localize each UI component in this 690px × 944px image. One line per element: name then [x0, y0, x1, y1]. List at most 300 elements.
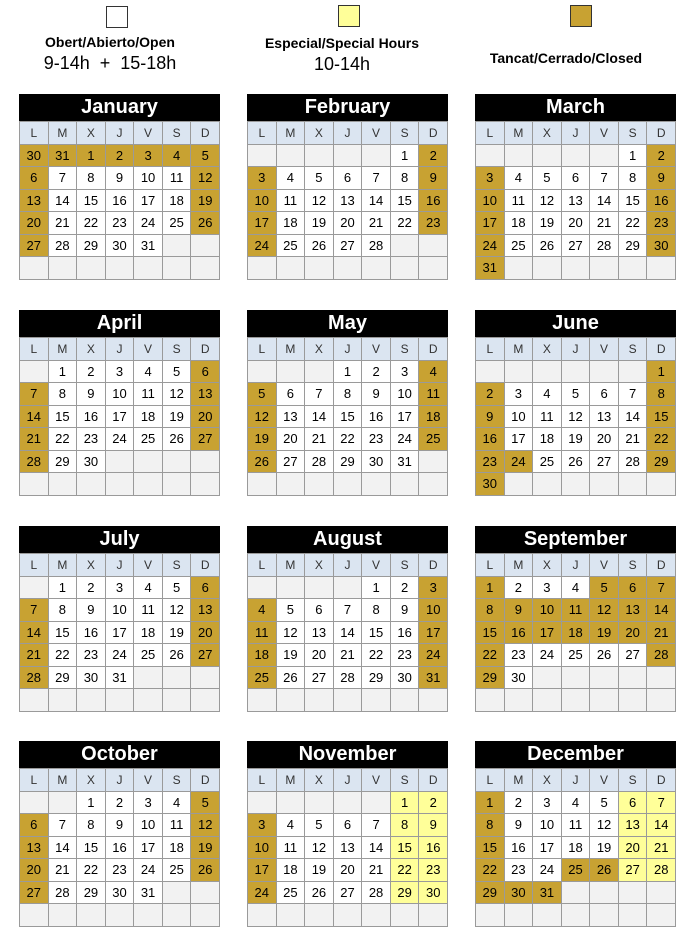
empty-day-cell: [562, 689, 591, 712]
day-cell: 20: [305, 644, 334, 667]
day-cell: 15: [334, 406, 363, 429]
day-cell: 4: [419, 361, 448, 384]
empty-day-cell: [277, 361, 306, 384]
day-cell: 4: [277, 167, 306, 190]
day-cell: 7: [647, 792, 676, 815]
day-cell: 18: [562, 622, 591, 645]
day-cell: 26: [590, 859, 619, 882]
day-cell: 9: [505, 599, 534, 622]
weekday-header: X: [305, 769, 334, 792]
day-cell: 10: [476, 190, 505, 213]
day-cell: 18: [277, 859, 306, 882]
day-cell: 21: [590, 212, 619, 235]
empty-day-cell: [590, 473, 619, 496]
day-cell: 4: [562, 792, 591, 815]
weekday-header: L: [20, 122, 49, 145]
day-cell: 26: [248, 451, 277, 474]
day-cell: 29: [647, 451, 676, 474]
day-cell: 12: [533, 190, 562, 213]
empty-day-cell: [619, 667, 648, 690]
empty-day-cell: [334, 792, 363, 815]
day-cell: 12: [590, 599, 619, 622]
day-cell: 11: [163, 814, 192, 837]
day-cell: 27: [277, 451, 306, 474]
empty-day-cell: [562, 145, 591, 168]
day-cell: 8: [391, 814, 420, 837]
day-cell: 26: [191, 212, 220, 235]
day-cell: 9: [77, 599, 106, 622]
day-cell: 1: [391, 792, 420, 815]
day-cell: 19: [191, 190, 220, 213]
empty-day-cell: [20, 904, 49, 927]
weekday-header: D: [647, 338, 676, 361]
day-cell: 20: [562, 212, 591, 235]
day-cell: 1: [77, 145, 106, 168]
empty-day-cell: [305, 792, 334, 815]
empty-day-cell: [505, 689, 534, 712]
day-cell: 10: [106, 599, 135, 622]
weekday-header: X: [533, 122, 562, 145]
day-cell: 16: [77, 622, 106, 645]
day-cell: 30: [106, 235, 135, 258]
month-grid: [247, 337, 448, 496]
day-cell: 30: [106, 882, 135, 905]
weekday-header: J: [106, 554, 135, 577]
day-cell: 21: [647, 622, 676, 645]
weekday-header: V: [134, 769, 163, 792]
empty-day-cell: [248, 904, 277, 927]
day-cell: 12: [191, 167, 220, 190]
empty-day-cell: [191, 689, 220, 712]
empty-day-cell: [533, 145, 562, 168]
day-cell: 31: [476, 257, 505, 280]
empty-day-cell: [49, 792, 78, 815]
empty-day-cell: [163, 689, 192, 712]
empty-day-cell: [334, 904, 363, 927]
day-cell: 5: [305, 167, 334, 190]
empty-day-cell: [562, 473, 591, 496]
day-cell: 23: [419, 212, 448, 235]
day-cell: 28: [305, 451, 334, 474]
day-cell: 26: [305, 882, 334, 905]
day-cell: 11: [277, 190, 306, 213]
day-cell: 3: [476, 167, 505, 190]
day-cell: 11: [134, 599, 163, 622]
empty-day-cell: [505, 361, 534, 384]
weekday-header: S: [619, 122, 648, 145]
day-cell: 8: [476, 814, 505, 837]
day-cell: 16: [476, 428, 505, 451]
empty-day-cell: [20, 689, 49, 712]
empty-day-cell: [590, 882, 619, 905]
day-cell: 16: [362, 406, 391, 429]
day-cell: 15: [476, 622, 505, 645]
day-cell: 9: [647, 167, 676, 190]
weekday-header: J: [334, 122, 363, 145]
day-cell: 16: [106, 190, 135, 213]
empty-day-cell: [163, 235, 192, 258]
empty-day-cell: [134, 667, 163, 690]
day-cell: 12: [248, 406, 277, 429]
day-cell: 29: [334, 451, 363, 474]
day-cell: 7: [334, 599, 363, 622]
day-cell: 5: [305, 814, 334, 837]
day-cell: 14: [334, 622, 363, 645]
day-cell: 9: [106, 167, 135, 190]
month-grid: [475, 768, 676, 927]
empty-day-cell: [277, 904, 306, 927]
weekday-header: V: [590, 769, 619, 792]
month-september: [475, 526, 676, 712]
day-cell: 26: [562, 451, 591, 474]
day-cell: 24: [391, 428, 420, 451]
empty-day-cell: [334, 257, 363, 280]
day-cell: 29: [49, 667, 78, 690]
day-cell: 3: [505, 383, 534, 406]
day-cell: 5: [163, 577, 192, 600]
month-title: October: [19, 741, 220, 768]
empty-day-cell: [533, 689, 562, 712]
legend-special: [242, 35, 442, 75]
day-cell: 8: [362, 599, 391, 622]
day-cell: 14: [362, 837, 391, 860]
day-cell: 25: [562, 644, 591, 667]
day-cell: 14: [590, 190, 619, 213]
day-cell: 19: [590, 622, 619, 645]
empty-day-cell: [20, 792, 49, 815]
day-cell: 6: [191, 361, 220, 384]
day-cell: 23: [505, 644, 534, 667]
day-cell: 27: [191, 644, 220, 667]
month-title: February: [247, 94, 448, 121]
weekday-header: M: [49, 554, 78, 577]
day-cell: 29: [77, 882, 106, 905]
day-cell: 10: [505, 406, 534, 429]
day-cell: 8: [647, 383, 676, 406]
day-cell: 4: [533, 383, 562, 406]
day-cell: 25: [505, 235, 534, 258]
day-cell: 16: [419, 190, 448, 213]
day-cell: 4: [562, 577, 591, 600]
empty-day-cell: [562, 257, 591, 280]
day-cell: 27: [191, 428, 220, 451]
weekday-header: X: [77, 122, 106, 145]
weekday-header: D: [419, 122, 448, 145]
day-cell: 30: [77, 451, 106, 474]
day-cell: 2: [391, 577, 420, 600]
day-cell: 30: [505, 882, 534, 905]
empty-day-cell: [419, 257, 448, 280]
day-cell: 19: [533, 212, 562, 235]
weekday-header: S: [163, 769, 192, 792]
day-cell: 20: [619, 837, 648, 860]
day-cell: 17: [533, 837, 562, 860]
day-cell: 23: [391, 644, 420, 667]
empty-day-cell: [647, 667, 676, 690]
day-cell: 28: [334, 667, 363, 690]
month-title: April: [19, 310, 220, 337]
empty-day-cell: [619, 904, 648, 927]
empty-day-cell: [334, 473, 363, 496]
day-cell: 9: [362, 383, 391, 406]
empty-day-cell: [191, 667, 220, 690]
day-cell: 14: [647, 814, 676, 837]
day-cell: 18: [562, 837, 591, 860]
day-cell: 17: [134, 190, 163, 213]
day-cell: 22: [49, 428, 78, 451]
day-cell: 16: [505, 837, 534, 860]
weekday-header: J: [562, 769, 591, 792]
weekday-header: M: [505, 554, 534, 577]
day-cell: 8: [49, 599, 78, 622]
day-cell: 13: [277, 406, 306, 429]
day-cell: 22: [391, 859, 420, 882]
day-cell: 15: [391, 190, 420, 213]
weekday-header: S: [619, 338, 648, 361]
day-cell: 3: [419, 577, 448, 600]
day-cell: 16: [647, 190, 676, 213]
day-cell: 13: [619, 599, 648, 622]
day-cell: 10: [248, 837, 277, 860]
day-cell: 24: [134, 859, 163, 882]
legend-swatch-closed: [570, 5, 592, 27]
empty-day-cell: [391, 235, 420, 258]
weekday-header: L: [476, 338, 505, 361]
day-cell: 26: [533, 235, 562, 258]
day-cell: 28: [49, 235, 78, 258]
month-grid: [247, 121, 448, 280]
day-cell: 10: [391, 383, 420, 406]
day-cell: 27: [619, 644, 648, 667]
day-cell: 23: [362, 428, 391, 451]
day-cell: 10: [419, 599, 448, 622]
weekday-header: L: [476, 769, 505, 792]
weekday-header: S: [391, 338, 420, 361]
day-cell: 5: [277, 599, 306, 622]
empty-day-cell: [334, 577, 363, 600]
day-cell: 24: [106, 644, 135, 667]
day-cell: 24: [533, 644, 562, 667]
empty-day-cell: [191, 882, 220, 905]
weekday-header: S: [163, 122, 192, 145]
empty-day-cell: [248, 689, 277, 712]
day-cell: 13: [20, 190, 49, 213]
day-cell: 8: [619, 167, 648, 190]
day-cell: 18: [277, 212, 306, 235]
weekday-header: M: [277, 338, 306, 361]
day-cell: 3: [134, 145, 163, 168]
weekday-header: M: [505, 122, 534, 145]
day-cell: 26: [590, 644, 619, 667]
day-cell: 5: [562, 383, 591, 406]
day-cell: 30: [647, 235, 676, 258]
empty-day-cell: [134, 689, 163, 712]
legend-open-hours: 9-14h + 15-18h: [43, 53, 177, 73]
day-cell: 28: [590, 235, 619, 258]
day-cell: 17: [248, 859, 277, 882]
day-cell: 6: [191, 577, 220, 600]
empty-day-cell: [106, 473, 135, 496]
empty-day-cell: [619, 882, 648, 905]
legend-special-label: Especial/Special Hours: [264, 35, 420, 51]
weekday-header: V: [590, 554, 619, 577]
weekday-header: D: [419, 769, 448, 792]
weekday-header: M: [277, 122, 306, 145]
day-cell: 28: [362, 235, 391, 258]
empty-day-cell: [305, 361, 334, 384]
day-cell: 28: [49, 882, 78, 905]
day-cell: 12: [191, 814, 220, 837]
day-cell: 22: [619, 212, 648, 235]
day-cell: 28: [619, 451, 648, 474]
day-cell: 9: [391, 599, 420, 622]
empty-day-cell: [106, 689, 135, 712]
day-cell: 16: [419, 837, 448, 860]
day-cell: 1: [77, 792, 106, 815]
empty-day-cell: [248, 145, 277, 168]
day-cell: 20: [20, 212, 49, 235]
empty-day-cell: [590, 361, 619, 384]
day-cell: 25: [134, 644, 163, 667]
day-cell: 12: [305, 190, 334, 213]
day-cell: 21: [49, 212, 78, 235]
weekday-header: X: [77, 769, 106, 792]
month-april: [19, 310, 220, 496]
empty-day-cell: [305, 145, 334, 168]
empty-day-cell: [20, 473, 49, 496]
month-title: June: [475, 310, 676, 337]
weekday-header: M: [505, 769, 534, 792]
empty-day-cell: [77, 257, 106, 280]
day-cell: 10: [248, 190, 277, 213]
day-cell: 18: [248, 644, 277, 667]
empty-day-cell: [163, 473, 192, 496]
day-cell: 8: [334, 383, 363, 406]
empty-day-cell: [248, 792, 277, 815]
empty-day-cell: [362, 145, 391, 168]
month-grid: [247, 553, 448, 712]
day-cell: 15: [49, 406, 78, 429]
day-cell: 18: [134, 622, 163, 645]
weekday-header: M: [505, 338, 534, 361]
day-cell: 20: [619, 622, 648, 645]
day-cell: 19: [305, 859, 334, 882]
day-cell: 22: [362, 644, 391, 667]
day-cell: 7: [305, 383, 334, 406]
day-cell: 4: [163, 792, 192, 815]
month-title: November: [247, 741, 448, 768]
day-cell: 12: [590, 814, 619, 837]
day-cell: 19: [191, 837, 220, 860]
month-february: [247, 94, 448, 280]
day-cell: 15: [391, 837, 420, 860]
day-cell: 3: [248, 814, 277, 837]
day-cell: 17: [106, 406, 135, 429]
day-cell: 29: [49, 451, 78, 474]
empty-day-cell: [305, 904, 334, 927]
day-cell: 2: [419, 145, 448, 168]
day-cell: 27: [20, 235, 49, 258]
day-cell: 18: [134, 406, 163, 429]
month-june: [475, 310, 676, 496]
day-cell: 20: [191, 406, 220, 429]
day-cell: 31: [134, 882, 163, 905]
weekday-header: J: [562, 554, 591, 577]
day-cell: 1: [476, 577, 505, 600]
weekday-header: L: [476, 122, 505, 145]
day-cell: 22: [476, 644, 505, 667]
day-cell: 10: [134, 814, 163, 837]
day-cell: 9: [476, 406, 505, 429]
day-cell: 12: [277, 622, 306, 645]
weekday-header: L: [248, 122, 277, 145]
day-cell: 9: [77, 383, 106, 406]
day-cell: 17: [134, 837, 163, 860]
day-cell: 21: [362, 859, 391, 882]
day-cell: 15: [619, 190, 648, 213]
day-cell: 31: [49, 145, 78, 168]
day-cell: 31: [134, 235, 163, 258]
day-cell: 5: [191, 145, 220, 168]
empty-day-cell: [647, 904, 676, 927]
day-cell: 5: [248, 383, 277, 406]
weekday-header: L: [20, 554, 49, 577]
day-cell: 22: [476, 859, 505, 882]
day-cell: 14: [20, 406, 49, 429]
day-cell: 27: [305, 667, 334, 690]
day-cell: 19: [163, 622, 192, 645]
weekday-header: D: [647, 554, 676, 577]
month-march: [475, 94, 676, 280]
day-cell: 17: [419, 622, 448, 645]
day-cell: 5: [590, 792, 619, 815]
day-cell: 22: [334, 428, 363, 451]
month-grid: [19, 768, 220, 927]
empty-day-cell: [134, 904, 163, 927]
day-cell: 24: [533, 859, 562, 882]
day-cell: 26: [305, 235, 334, 258]
day-cell: 17: [476, 212, 505, 235]
month-title: September: [475, 526, 676, 553]
day-cell: 3: [134, 792, 163, 815]
day-cell: 11: [505, 190, 534, 213]
day-cell: 4: [277, 814, 306, 837]
day-cell: 18: [505, 212, 534, 235]
day-cell: 7: [362, 814, 391, 837]
empty-day-cell: [191, 257, 220, 280]
day-cell: 16: [77, 406, 106, 429]
empty-day-cell: [134, 257, 163, 280]
day-cell: 13: [619, 814, 648, 837]
day-cell: 7: [20, 599, 49, 622]
day-cell: 9: [106, 814, 135, 837]
empty-day-cell: [476, 904, 505, 927]
day-cell: 13: [334, 190, 363, 213]
day-cell: 7: [49, 167, 78, 190]
day-cell: 6: [619, 792, 648, 815]
day-cell: 31: [106, 667, 135, 690]
day-cell: 20: [191, 622, 220, 645]
month-grid: [19, 553, 220, 712]
day-cell: 4: [163, 145, 192, 168]
weekday-header: J: [106, 122, 135, 145]
empty-day-cell: [362, 904, 391, 927]
month-august: [247, 526, 448, 712]
empty-day-cell: [334, 689, 363, 712]
day-cell: 23: [647, 212, 676, 235]
day-cell: 28: [647, 644, 676, 667]
day-cell: 31: [533, 882, 562, 905]
